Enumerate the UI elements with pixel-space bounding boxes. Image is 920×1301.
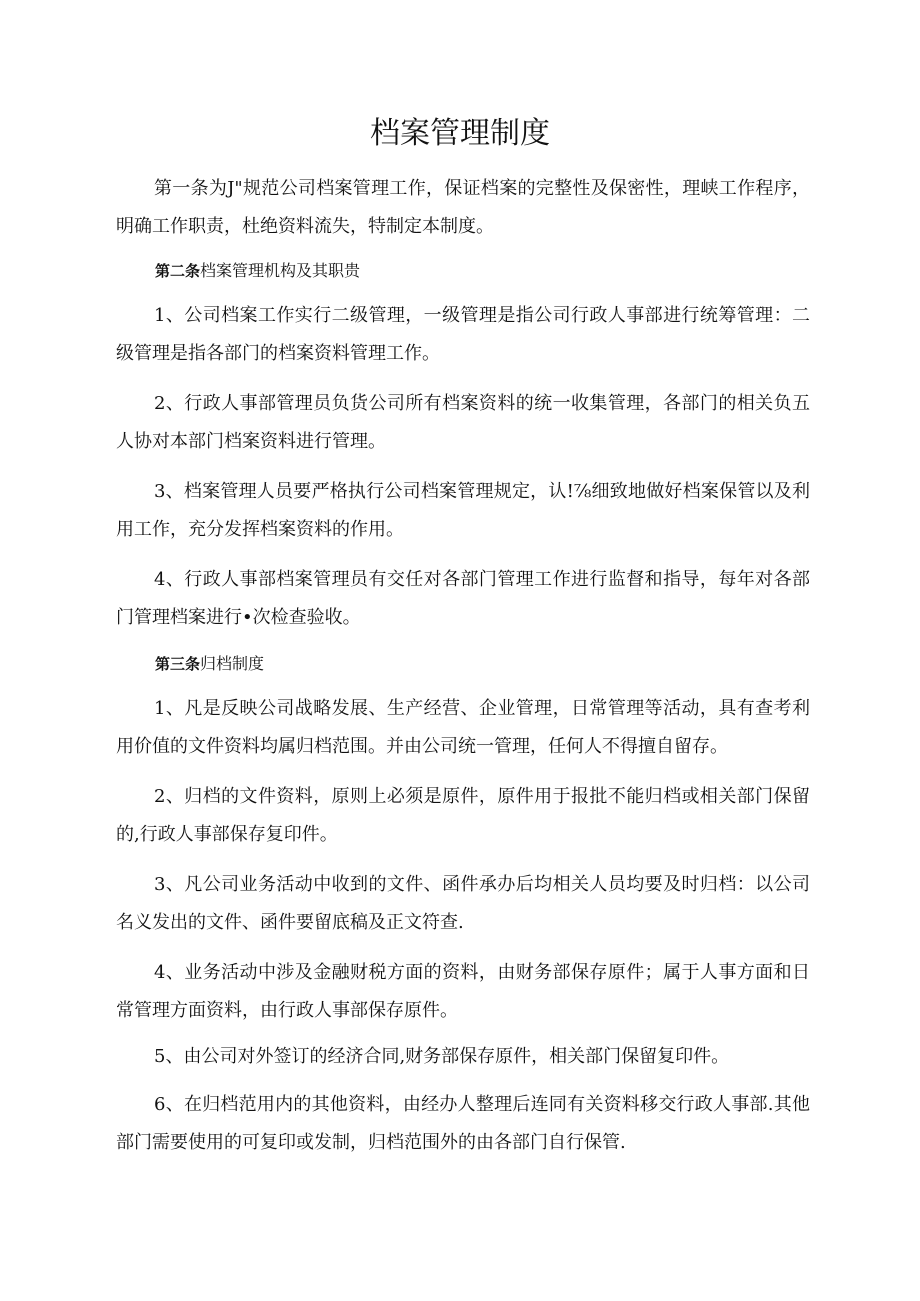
section-2-title: 档案管理机构及其职贵 [200, 261, 361, 280]
section-3-item: 6、在归档范用内的其他资料，由经办人整理后连同有关资料移交行政人事部.其他部门需要使用的可复印或发制，归档范围外的由各部门自行保管. [116, 1094, 810, 1153]
section-2-item: 1、公司档案工作实行二级管理，一级管理是指公司行政人事部进行统筹管理：二级管理是指各部门的档案资料管理工作。 [116, 305, 810, 364]
section-3-item: 4、业务活动中涉及金融财税方面的资料，由财务部保存原件；属于人事方面和日常管理方面资料，由行政人事部保存原件。 [116, 962, 810, 1021]
section-3-heading [155, 652, 264, 676]
section-3-item: 3、凡公司业务活动中收到的文件、函件承办后均相关人员均要及时归档：以公司名义发出的文件、函件要留底稿及正文符查. [116, 874, 810, 933]
section-3-item: 2、归档的文件资料，原则上必须是原件，原件用于报批不能归档或相关部门保留的,行政人事部保存复印件。 [116, 786, 810, 845]
section-3-label: 第三条 [155, 655, 201, 673]
section-3-item: 1、凡是反映公司战略发展、生产经营、企业管理，日常管理等活动，具有查考利用价值的文件资料均属归档范围。并由公司统一管理，任何人不得擅自留存。 [116, 698, 810, 757]
section-2-item: 2、行政人事部管理员负货公司所有档案资料的统一收集管理，各部门的相关负五人协对本部门档案资料进行管理。 [116, 393, 810, 452]
section-2-label: 第二条 [155, 262, 201, 280]
section-2-item: 4、行政人事部档案管理员有交任对各部门管理工作进行监督和指导，每年对各部门管理档案进行•次检查验收。 [116, 569, 810, 628]
section-3-title: 归档制度 [200, 654, 265, 673]
section-2-heading [155, 259, 360, 283]
section-3-item: 5、由公司对外签订的经济合同,财务部保存原件，相关部门保留复印件。 [154, 1046, 730, 1067]
page-title: 档案管理制度 [370, 116, 550, 151]
section-2-item: 3、档案管理人员要严格执行公司档案管理规定，认!⅞细致地做好档案保管以及利用工作，充分发挥档案资料的作用。 [116, 481, 810, 540]
intro-paragraph: 第一条为J"规范公司档案管理工作，保证档案的完整性及保密性，理峡工作程序，明确工作职责，杜绝资料流失，特制定本制度。 [116, 178, 810, 237]
